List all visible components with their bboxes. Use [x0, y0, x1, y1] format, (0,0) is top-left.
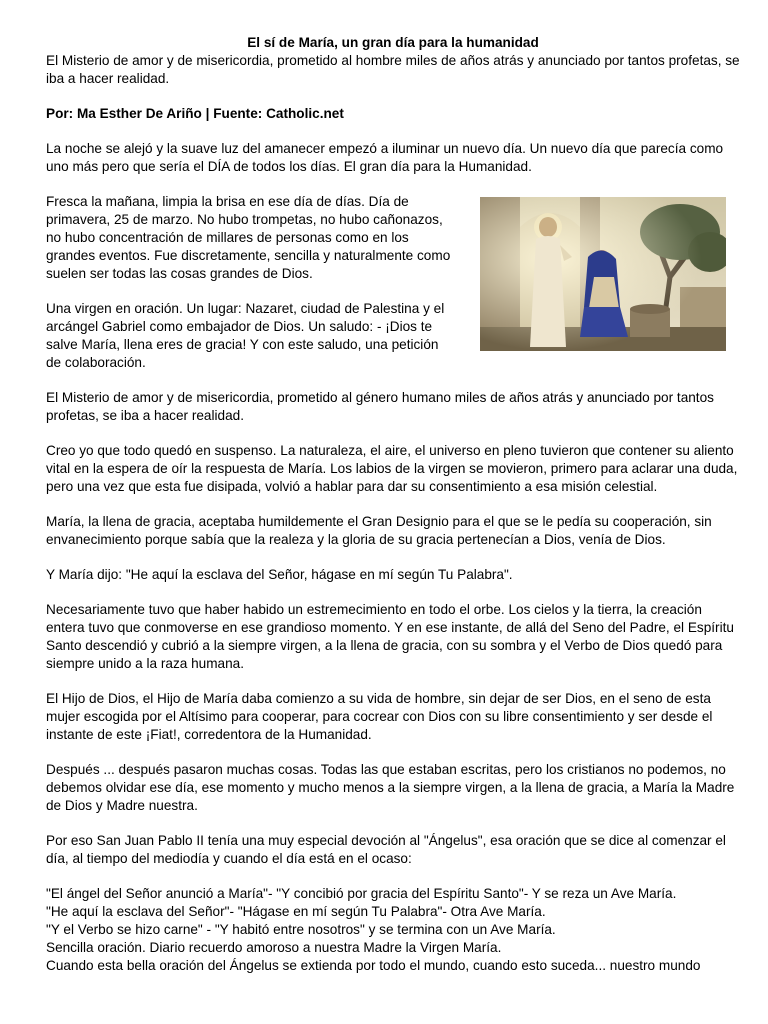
paragraph-4: El Misterio de amor y de misericordia, prometido al género humano miles de años atrás y anunciado por tantos profetas, se iba a hacer realidad.: [46, 390, 714, 423]
prayer-line-2: "He aquí la esclava del Señor"- "Hágase en mí según Tu Palabra"- Otra Ave María.: [46, 904, 546, 919]
prayer-line-4: Sencilla oración. Diario recuerdo amoroso a nuestra Madre la Virgen María.: [46, 940, 502, 955]
paragraph-8: Necesariamente tuvo que haber habido un estremecimiento en todo el orbe. Los cielos y la tierra, la creación entera tuvo que conmoverse en ese grandioso momento. Y en ese instante, de allá del Seno del Padre, el Espíritu Santo descendió y cubrió a la siempre virgen, a la llena de gracia, con su sombra y el Verbo de Dios quedó para siempre unido a la raza humana.: [46, 602, 734, 671]
paragraph-2: Fresca la mañana, limpia la brisa en ese día de días. Día de primavera, 25 de marzo. No hubo trompetas, no hubo cañonazos, no hubo concentración de millares de personas como en los grandes eventos. Fue discretamente, sencilla y naturalmente como suelen ser todas las cosas grandes de Dios.: [46, 194, 451, 281]
paragraph-3: Una virgen en oración. Un lugar: Nazaret, ciudad de Palestina y el arcángel Gabriel como embajador de Dios. Un saludo: - ¡Dios te salve María, llena eres de gracia! Y con este saludo, una petición de colaboración.: [46, 301, 445, 370]
prayer-line-5: Cuando esta bella oración del Ángelus se extienda por todo el mundo, cuando esto suceda... nuestro mundo: [46, 958, 701, 973]
paragraph-6: María, la llena de gracia, aceptaba humildemente el Gran Designio para el que se le pedía su cooperación, sin envanecimiento porque sabía que la realeza y la gloria de su gracia pertenecían a Dios, venía de Dios.: [46, 514, 712, 547]
byline: Por: Ma Esther De Ariño | Fuente: Catholic.net: [46, 106, 344, 121]
image-section: [46, 193, 740, 372]
prayer-line-3: "Y el Verbo se hizo carne" - "Y habitó entre nosotros" y se termina con un Ave María.: [46, 922, 556, 937]
paragraph-9: El Hijo de Dios, el Hijo de María daba comienzo a su vida de hombre, sin dejar de ser Dios, en el seno de esta mujer escogida por el Altísimo para cooperar, para cocrear con Dios con su libre consentimiento y ser desde el instante de este ¡Fiat!, corredentora de la Humanidad.: [46, 691, 713, 742]
article-title: El sí de María, un gran día para la humanidad: [247, 35, 539, 50]
paragraph-11: Por eso San Juan Pablo II tenía una muy especial devoción al "Ángelus", esa oración que se dice al comenzar el día, al tiempo del mediodía y cuando el día está en el ocaso:: [46, 833, 726, 866]
prayer-line-1: "El ángel del Señor anunció a María"- "Y concibió por gracia del Espíritu Santo"- Y se reza un Ave María.: [46, 886, 677, 901]
angelus-prayer: [46, 885, 740, 975]
annunciation-picture: [480, 197, 726, 351]
paragraph-10: Después ... después pasaron muchas cosas. Todas las que estaban escritas, pero los cristianos no podemos, no debemos olvidar ese día, ese momento y mucho menos a la siempre virgen, a la llena de gracia, a María la Madre de Dios y Madre nuestra.: [46, 762, 735, 813]
intro-paragraph: El Misterio de amor y de misericordia, prometido al hombre miles de años atrás y anunciado por tantos profetas, se iba a hacer realidad.: [46, 53, 740, 86]
paragraph-5: Creo yo que todo quedó en suspenso. La naturaleza, el aire, el universo en pleno tuvieron que contener su aliento vital en la espera de oír la respuesta de María. Los labios de la virgen se movieron, primero para aclarar una duda, pero una vez que esta fue disipada, volvió a hablar para dar su consentimiento a esa misión celestial.: [46, 443, 738, 494]
paragraph-7: Y María dijo: "He aquí la esclava del Señor, hágase en mí según Tu Palabra".: [46, 567, 513, 582]
paragraph-1: La noche se alejó y la suave luz del amanecer empezó a iluminar un nuevo día. Un nuevo día que parecía como uno más pero que sería el DÍA de todos los días. El gran día para la Humanidad.: [46, 141, 724, 174]
annunciation-illustration: [480, 197, 726, 351]
